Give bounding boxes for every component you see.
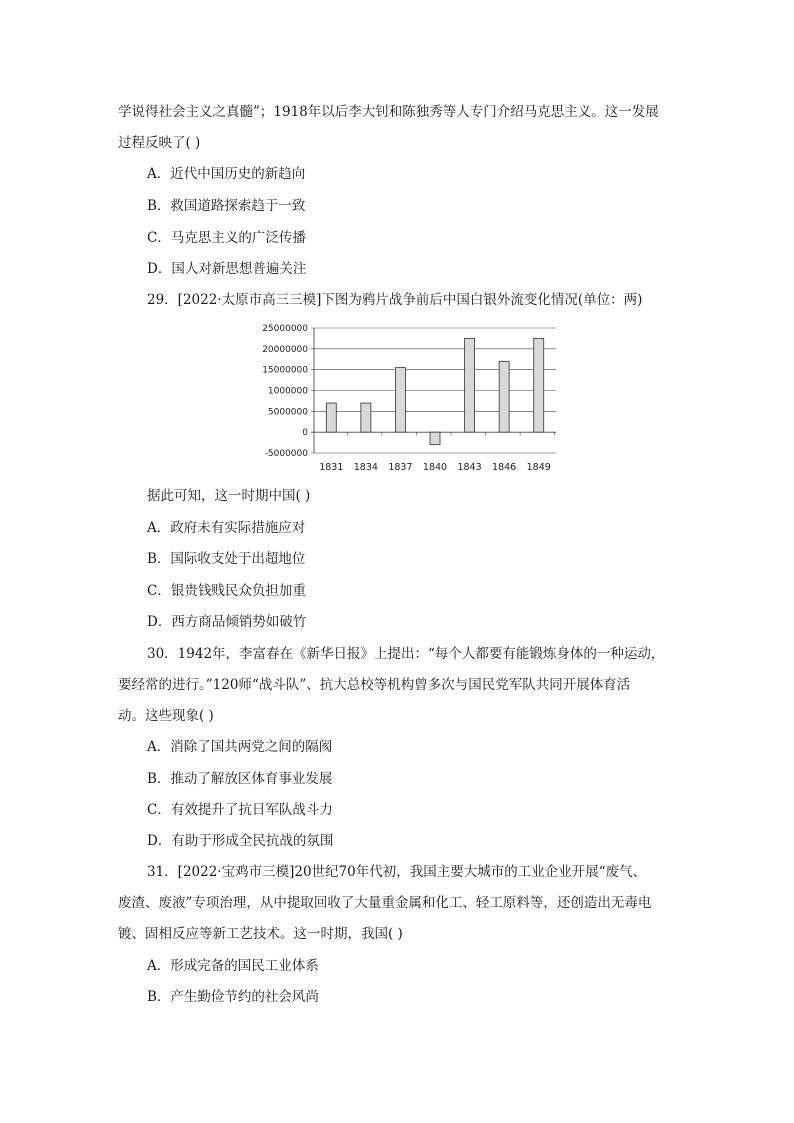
q28-stem-line2: 过程反映了( ) [118, 135, 201, 151]
bar [499, 361, 509, 432]
q29-option-c: C．银贵钱贱民众负担加重 [147, 583, 306, 599]
q28-option-a: A．近代中国历史的新趋向 [147, 166, 306, 182]
q29-conclusion: 据此可知，这一时期中国( ) [147, 488, 311, 504]
q30-stem-line3: 动。这些现象( ) [118, 708, 214, 724]
q31-option-a: A．形成完备的国民工业体系 [147, 958, 319, 974]
q30-option-b: B．推动了解放区体育事业发展 [147, 771, 333, 787]
q29-option-a: A．政府未有实际措施应对 [147, 520, 306, 536]
bar [326, 403, 336, 432]
bar [430, 432, 440, 445]
q30-option-d: D．有助于形成全民抗战的氛围 [147, 833, 334, 849]
q29-stem: 29．[2022·太原市高三三模]下图为鸦片战争前后中国白银外流变化情况(单位：两) [147, 292, 643, 308]
y-tick-label: 25000000 [262, 324, 308, 334]
q31-stem-line3: 镀、固相反应等新工艺技术。这一时期，我国( ) [118, 926, 403, 942]
q28-option-c: C．马克思主义的广泛传播 [147, 230, 306, 246]
x-tick-label: 1840 [422, 462, 448, 473]
bar [534, 338, 544, 432]
q28-option-d: D．国人对新思想普遍关注 [147, 261, 307, 277]
y-tick-label: -5000000 [264, 449, 308, 459]
q29-option-b: B．国际收支处于出超地位 [147, 551, 306, 567]
y-tick-label: 20000000 [262, 344, 308, 355]
y-tick-label: 0 [302, 428, 308, 439]
bar [361, 403, 371, 432]
x-tick-label: 1837 [388, 462, 413, 473]
bar [465, 338, 475, 432]
q31-stem-line1: 31．[2022·宝鸡市三模]20世纪70年代初，我国主要大城市的工业企业开展“废气、 [147, 864, 647, 880]
y-tick-label: 1000000 [267, 386, 308, 397]
q30-option-a: A．消除了国共两党之间的隔阂 [147, 739, 333, 755]
q30-stem-line1: 30．1942年，李富春在《新华日报》上提出：“每个人都要有能锻炼身体的一种运动， [147, 646, 665, 662]
q30-option-c: C．有效提升了抗日军队战斗力 [147, 802, 333, 818]
chart-bars [326, 338, 543, 444]
q30-stem-line2: 要经常的进行。”120师“战斗队”、抗大总校等机构曾多次与国民党军队共同开展体育活 [118, 677, 631, 693]
bar [395, 368, 405, 433]
x-tick-label: 1834 [353, 462, 378, 473]
x-tick-label: 1843 [457, 462, 482, 473]
q31-stem-line2: 废渣、废液”专项治理，从中提取回收了大量重金属和化工、轻工原料等，还创造出无毒电 [118, 895, 652, 911]
q29-option-d: D．西方商品倾销势如破竹 [147, 614, 307, 630]
q28-option-b: B．救国道路探索趋于一致 [147, 198, 306, 214]
x-tick-label: 1831 [319, 462, 344, 473]
q31-option-b: B．产生勤俭节约的社会风尚 [147, 989, 319, 1005]
x-tick-label: 1849 [526, 462, 551, 473]
q28-stem-line1: 学说得社会主义之真髓”；1918年以后李大钊和陈独秀等人专门介绍马克思主义。这一发展 [118, 104, 659, 120]
x-tick-label: 1846 [492, 462, 517, 473]
y-tick-label: 15000000 [262, 365, 308, 376]
silver-outflow-chart [250, 320, 570, 480]
y-tick-label: 5000000 [267, 407, 308, 418]
